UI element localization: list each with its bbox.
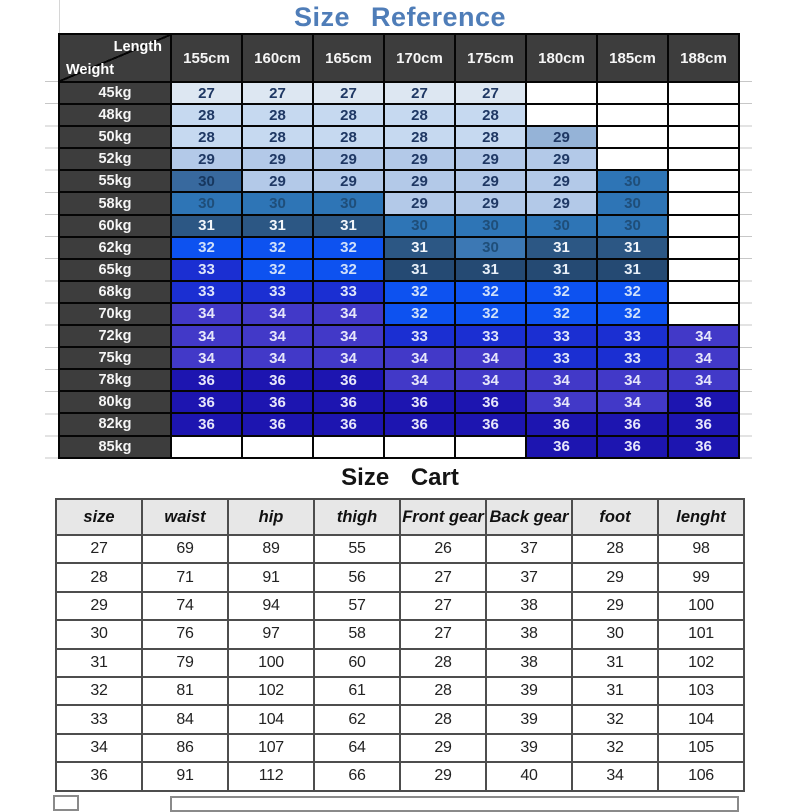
size-cell: 29 [314, 149, 383, 169]
size-cart-column-header: Front gear [401, 500, 485, 534]
size-cell: 28 [456, 127, 525, 147]
length-column-header: 155cm [172, 35, 241, 81]
weight-row-header: 58kg [60, 193, 170, 213]
length-column-header: 188cm [669, 35, 738, 81]
size-cell: 36 [172, 370, 241, 390]
size-cell: 30 [598, 193, 667, 213]
size-cell: 31 [314, 216, 383, 236]
size-cart-cell: 40 [487, 763, 571, 789]
empty-size-cell [669, 216, 738, 236]
size-cart-cell: 38 [487, 650, 571, 676]
length-column-header: 175cm [456, 35, 525, 81]
weight-row-header: 82kg [60, 414, 170, 434]
size-cell: 31 [243, 216, 312, 236]
weight-row-header: 75kg [60, 348, 170, 368]
cropped-row-fragment [170, 796, 739, 812]
size-cell: 31 [385, 238, 454, 258]
length-column-header: 160cm [243, 35, 312, 81]
length-column-header: 180cm [527, 35, 596, 81]
size-cell: 34 [314, 348, 383, 368]
size-cell: 27 [314, 83, 383, 103]
size-cart-cell: 55 [315, 536, 399, 562]
size-cell: 33 [243, 282, 312, 302]
size-cell: 32 [385, 304, 454, 324]
size-cart-cell: 39 [487, 678, 571, 704]
size-cell: 28 [243, 127, 312, 147]
size-cart-cell: 27 [401, 621, 485, 647]
size-cell: 31 [456, 260, 525, 280]
size-cell: 30 [456, 216, 525, 236]
size-cell: 34 [243, 304, 312, 324]
size-cell: 29 [527, 171, 596, 191]
gridline-ticks-right [739, 81, 752, 460]
size-cell: 30 [172, 193, 241, 213]
empty-size-cell [669, 127, 738, 147]
size-cell: 33 [527, 348, 596, 368]
size-cell: 36 [172, 414, 241, 434]
size-cart-cell: 102 [659, 650, 743, 676]
size-cart-cell: 28 [573, 536, 657, 562]
size-cart-cell: 31 [57, 650, 141, 676]
size-cart-column-header: lenght [659, 500, 743, 534]
size-cell: 33 [598, 326, 667, 346]
size-cart-column-header: waist [143, 500, 227, 534]
size-cell: 29 [456, 149, 525, 169]
size-cell: 36 [456, 392, 525, 412]
weight-row-header: 62kg [60, 238, 170, 258]
size-cart-cell: 33 [57, 706, 141, 732]
size-cell: 34 [669, 348, 738, 368]
size-cart-cell: 30 [573, 621, 657, 647]
size-cell: 34 [598, 370, 667, 390]
size-cell: 34 [385, 370, 454, 390]
size-cart-cell: 36 [57, 763, 141, 789]
size-cell: 30 [385, 216, 454, 236]
size-cell: 29 [243, 149, 312, 169]
length-column-header: 185cm [598, 35, 667, 81]
size-cell: 28 [243, 105, 312, 125]
size-cart-cell: 101 [659, 621, 743, 647]
size-cart-cell: 99 [659, 564, 743, 590]
empty-size-cell [669, 260, 738, 280]
weight-row-header: 80kg [60, 392, 170, 412]
size-cell: 34 [456, 370, 525, 390]
size-cell: 29 [527, 149, 596, 169]
size-cell: 36 [314, 414, 383, 434]
weight-row-header: 48kg [60, 105, 170, 125]
size-cart-cell: 74 [143, 593, 227, 619]
size-cell: 34 [527, 370, 596, 390]
size-cell: 28 [385, 127, 454, 147]
size-cart-cell: 32 [573, 735, 657, 761]
size-cell: 29 [456, 193, 525, 213]
size-cell: 36 [669, 392, 738, 412]
size-cell: 31 [598, 260, 667, 280]
size-cell: 29 [172, 149, 241, 169]
empty-size-cell [598, 127, 667, 147]
weight-row-header: 45kg [60, 83, 170, 103]
size-cell: 32 [314, 260, 383, 280]
weight-row-header: 78kg [60, 370, 170, 390]
size-cart-cell: 29 [401, 763, 485, 789]
size-cart-column-header: Back gear [487, 500, 571, 534]
size-cart-cell: 69 [143, 536, 227, 562]
size-cell: 34 [243, 326, 312, 346]
size-cell: 32 [527, 304, 596, 324]
size-cell: 30 [243, 193, 312, 213]
size-cell: 28 [456, 105, 525, 125]
size-cell: 27 [456, 83, 525, 103]
size-cell: 29 [527, 127, 596, 147]
size-cart-column-header: size [57, 500, 141, 534]
size-cell: 33 [172, 260, 241, 280]
size-cell: 30 [172, 171, 241, 191]
size-cart-cell: 26 [401, 536, 485, 562]
size-cell: 28 [314, 105, 383, 125]
size-cell: 34 [598, 392, 667, 412]
weight-row-header: 72kg [60, 326, 170, 346]
size-cell: 32 [456, 304, 525, 324]
size-cart-cell: 91 [143, 763, 227, 789]
size-cart-cell: 106 [659, 763, 743, 789]
size-cart-cell: 31 [573, 650, 657, 676]
size-cart-cell: 37 [487, 536, 571, 562]
weight-row-header: 85kg [60, 437, 170, 457]
size-cart-cell: 27 [57, 536, 141, 562]
empty-size-cell [669, 83, 738, 103]
size-cell: 36 [385, 392, 454, 412]
size-cart-column-header: hip [229, 500, 313, 534]
size-cart-cell: 64 [315, 735, 399, 761]
size-cart-cell: 100 [659, 593, 743, 619]
size-cell: 36 [527, 414, 596, 434]
size-cell: 29 [527, 193, 596, 213]
size-cart-cell: 31 [573, 678, 657, 704]
weight-row-header: 60kg [60, 216, 170, 236]
empty-size-cell [669, 304, 738, 324]
size-cell: 33 [598, 348, 667, 368]
size-cart-cell: 86 [143, 735, 227, 761]
size-reference-title: Size Reference [293, 2, 507, 32]
size-cell: 36 [598, 437, 667, 457]
empty-size-cell [456, 437, 525, 457]
size-cell: 36 [456, 414, 525, 434]
size-cell: 29 [456, 171, 525, 191]
size-cart-cell: 107 [229, 735, 313, 761]
size-cart-cell: 28 [401, 706, 485, 732]
size-cart-cell: 38 [487, 593, 571, 619]
size-cart-cell: 29 [573, 564, 657, 590]
size-cart-cell: 29 [401, 735, 485, 761]
size-cell: 33 [527, 326, 596, 346]
size-cell: 30 [314, 193, 383, 213]
size-cell: 34 [527, 392, 596, 412]
size-cart-cell: 84 [143, 706, 227, 732]
size-cart-cell: 56 [315, 564, 399, 590]
size-cell: 32 [598, 304, 667, 324]
size-cell: 36 [314, 370, 383, 390]
size-cell: 31 [172, 216, 241, 236]
size-cell: 27 [243, 83, 312, 103]
length-column-header: 170cm [385, 35, 454, 81]
size-cell: 34 [314, 326, 383, 346]
size-cart-cell: 112 [229, 763, 313, 789]
size-cart-cell: 27 [401, 564, 485, 590]
size-cell: 31 [527, 238, 596, 258]
size-cart-cell: 61 [315, 678, 399, 704]
weight-row-header: 65kg [60, 260, 170, 280]
empty-size-cell [669, 105, 738, 125]
size-cell: 34 [456, 348, 525, 368]
size-cell: 27 [385, 83, 454, 103]
size-cart-cell: 58 [315, 621, 399, 647]
size-cell: 32 [527, 282, 596, 302]
size-cart-cell: 30 [57, 621, 141, 647]
size-cell: 36 [243, 414, 312, 434]
empty-size-cell [527, 83, 596, 103]
size-cell: 30 [527, 216, 596, 236]
empty-size-cell [669, 193, 738, 213]
size-cart-cell: 28 [401, 678, 485, 704]
empty-size-cell [172, 437, 241, 457]
size-cell: 29 [314, 171, 383, 191]
length-column-header: 165cm [314, 35, 383, 81]
size-cart-cell: 57 [315, 593, 399, 619]
corner-length-label: Length [113, 39, 162, 55]
size-cart-cell: 71 [143, 564, 227, 590]
size-cart-table [55, 498, 745, 792]
size-cell: 32 [172, 238, 241, 258]
size-cell: 33 [385, 326, 454, 346]
weight-row-header: 50kg [60, 127, 170, 147]
size-cart-cell: 29 [57, 593, 141, 619]
weight-row-header: 55kg [60, 171, 170, 191]
cropped-cell-fragment [53, 795, 79, 811]
weight-row-header: 68kg [60, 282, 170, 302]
size-cell: 29 [385, 171, 454, 191]
size-cell: 36 [172, 392, 241, 412]
size-cell: 32 [598, 282, 667, 302]
size-cart-cell: 91 [229, 564, 313, 590]
size-cell: 36 [314, 392, 383, 412]
size-cell: 27 [172, 83, 241, 103]
size-cell: 32 [385, 282, 454, 302]
size-cell: 36 [598, 414, 667, 434]
size-cart-cell: 76 [143, 621, 227, 647]
size-cart-cell: 102 [229, 678, 313, 704]
size-cart-cell: 39 [487, 706, 571, 732]
size-cell: 34 [669, 326, 738, 346]
size-cart-column-header: foot [573, 500, 657, 534]
empty-size-cell [385, 437, 454, 457]
size-cart-cell: 103 [659, 678, 743, 704]
size-cell: 36 [385, 414, 454, 434]
size-cell: 34 [172, 326, 241, 346]
size-cart-title: Size Cart [341, 464, 459, 491]
size-cell: 28 [172, 127, 241, 147]
size-cell: 29 [243, 171, 312, 191]
size-cell: 36 [669, 414, 738, 434]
size-cell: 29 [385, 193, 454, 213]
size-cell: 32 [456, 282, 525, 302]
corner-header-cell [60, 35, 170, 81]
size-cart-cell: 66 [315, 763, 399, 789]
size-cell: 36 [243, 370, 312, 390]
size-cell: 31 [527, 260, 596, 280]
size-cart-column-header: thigh [315, 500, 399, 534]
size-cell: 29 [385, 149, 454, 169]
size-cell: 32 [243, 260, 312, 280]
empty-size-cell [527, 105, 596, 125]
size-cell: 31 [598, 238, 667, 258]
corner-weight-label: Weight [66, 62, 115, 78]
size-cell: 34 [172, 348, 241, 368]
size-cell: 30 [598, 216, 667, 236]
size-cart-cell: 32 [57, 678, 141, 704]
size-cart-cell: 100 [229, 650, 313, 676]
empty-size-cell [243, 437, 312, 457]
size-cart-cell: 28 [401, 650, 485, 676]
size-cart-cell: 28 [57, 564, 141, 590]
size-cart-cell: 34 [57, 735, 141, 761]
size-cell: 36 [527, 437, 596, 457]
size-cell: 33 [172, 282, 241, 302]
size-cart-cell: 94 [229, 593, 313, 619]
empty-size-cell [598, 83, 667, 103]
size-cart-cell: 39 [487, 735, 571, 761]
size-cell: 34 [385, 348, 454, 368]
size-cell: 28 [172, 105, 241, 125]
size-cart-cell: 89 [229, 536, 313, 562]
size-cart-cell: 104 [659, 706, 743, 732]
gridline-ticks-left [45, 81, 58, 460]
size-reference-table [58, 33, 740, 459]
empty-size-cell [669, 282, 738, 302]
size-cell: 28 [314, 127, 383, 147]
weight-row-header: 52kg [60, 149, 170, 169]
size-cell: 32 [243, 238, 312, 258]
empty-size-cell [598, 149, 667, 169]
size-cart-cell: 105 [659, 735, 743, 761]
size-cart-cell: 27 [401, 593, 485, 619]
size-cell: 28 [385, 105, 454, 125]
size-cart-cell: 34 [573, 763, 657, 789]
size-cell: 31 [385, 260, 454, 280]
empty-size-cell [669, 171, 738, 191]
weight-row-header: 70kg [60, 304, 170, 324]
size-cart-cell: 104 [229, 706, 313, 732]
size-cell: 34 [314, 304, 383, 324]
size-cell: 33 [456, 326, 525, 346]
empty-size-cell [598, 105, 667, 125]
empty-size-cell [669, 238, 738, 258]
size-cell: 34 [669, 370, 738, 390]
size-cell: 36 [669, 437, 738, 457]
empty-size-cell [669, 149, 738, 169]
size-cart-cell: 62 [315, 706, 399, 732]
size-cart-cell: 38 [487, 621, 571, 647]
size-cart-cell: 97 [229, 621, 313, 647]
size-cell: 30 [598, 171, 667, 191]
size-cell: 30 [456, 238, 525, 258]
size-cart-cell: 37 [487, 564, 571, 590]
size-cart-cell: 60 [315, 650, 399, 676]
size-cell: 32 [314, 238, 383, 258]
size-cart-cell: 79 [143, 650, 227, 676]
size-cart-cell: 98 [659, 536, 743, 562]
size-cart-cell: 29 [573, 593, 657, 619]
size-cart-cell: 32 [573, 706, 657, 732]
empty-size-cell [314, 437, 383, 457]
size-cell: 36 [243, 392, 312, 412]
size-cell: 33 [314, 282, 383, 302]
size-cart-cell: 81 [143, 678, 227, 704]
size-cell: 34 [243, 348, 312, 368]
size-cell: 34 [172, 304, 241, 324]
